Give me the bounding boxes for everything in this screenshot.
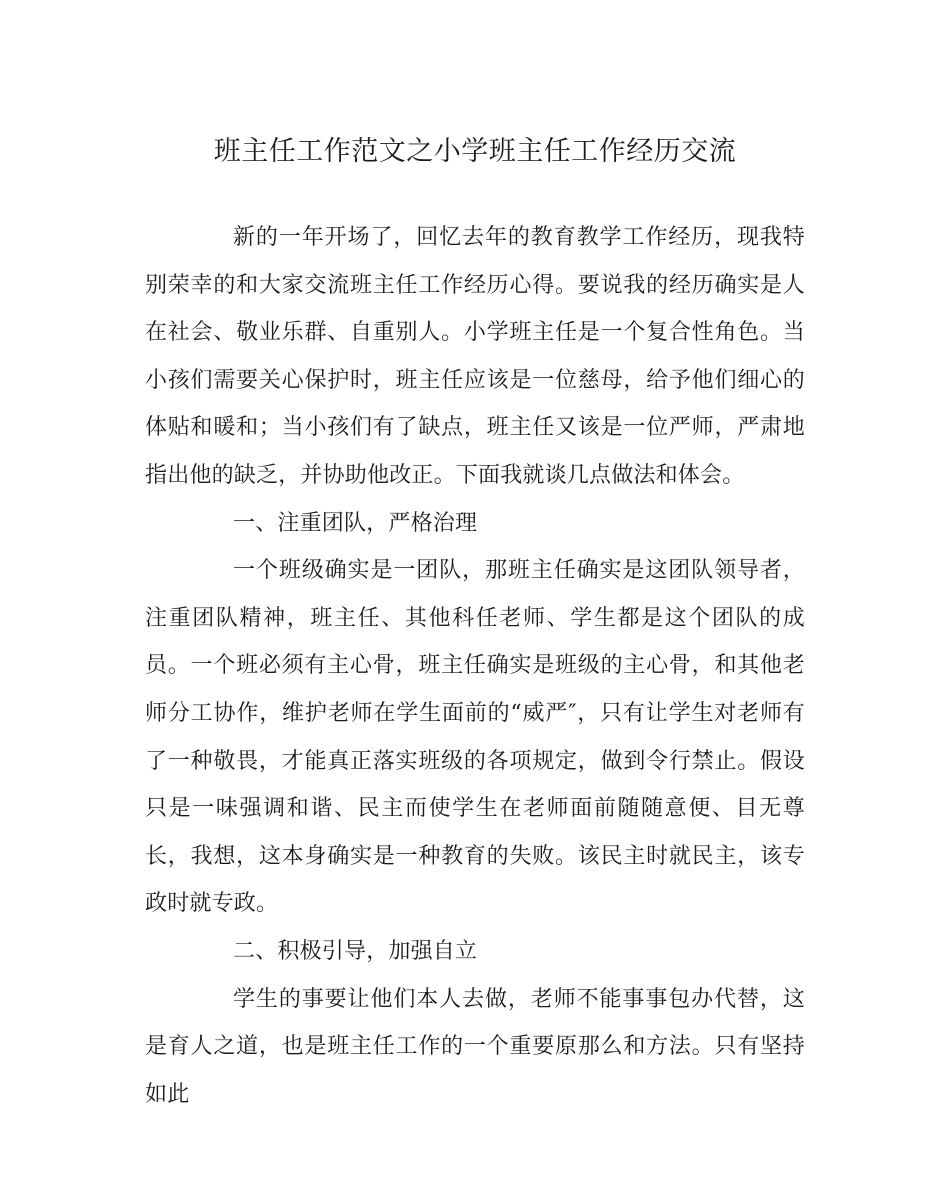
section-heading-2: 二、积极引导，加强自立 [233,938,478,964]
document-body [145,214,805,1118]
document-title: 班主任工作范文之小学班主任工作经历交流 [213,136,737,167]
section-heading-1: 一、注重团队，严格治理 [233,510,478,536]
paragraph-section-2: 学生的事要让他们本人去做，老师不能事事包办代替，这是育人之道，也是班主任工作的一个重要原那么和方法。只有坚持如此 [145,986,805,1107]
paragraph-intro: 新的一年开场了，回忆去年的教育教学工作经历，现我特别荣幸的和大家交流班主任工作经历心得。要说我的经历确实是人在社会、敬业乐群、自重别人。小学班主任是一个复合性角色。当小孩们需要关心保护时，班主任应该是一位慈母，给予他们细心的体贴和暖和；当小孩们有了缺点，班主任又该是一位严师，严肃地指出他的缺乏，并协助他改正。下面我就谈几点做法和体会。 [145,225,805,488]
paragraph-section-1: 一个班级确实是一团队，那班主任确实是这团队领导者，注重团队精神，班主任、其他科任老师、学生都是这个团队的成员。一个班必须有主心骨，班主任确实是班级的主心骨，和其他老师分工协作，维护老师在学生面前的“威严″，只有让学生对老师有了一种敬畏，才能真正落实班级的各项规定，做到令行禁止。假设只是一味强调和谐、民主而使学生在老师面前随随意便、目无尊长，我想，这本身确实是一种教育的失败。该民主时就民主，该专政时就专政。 [145,558,805,917]
